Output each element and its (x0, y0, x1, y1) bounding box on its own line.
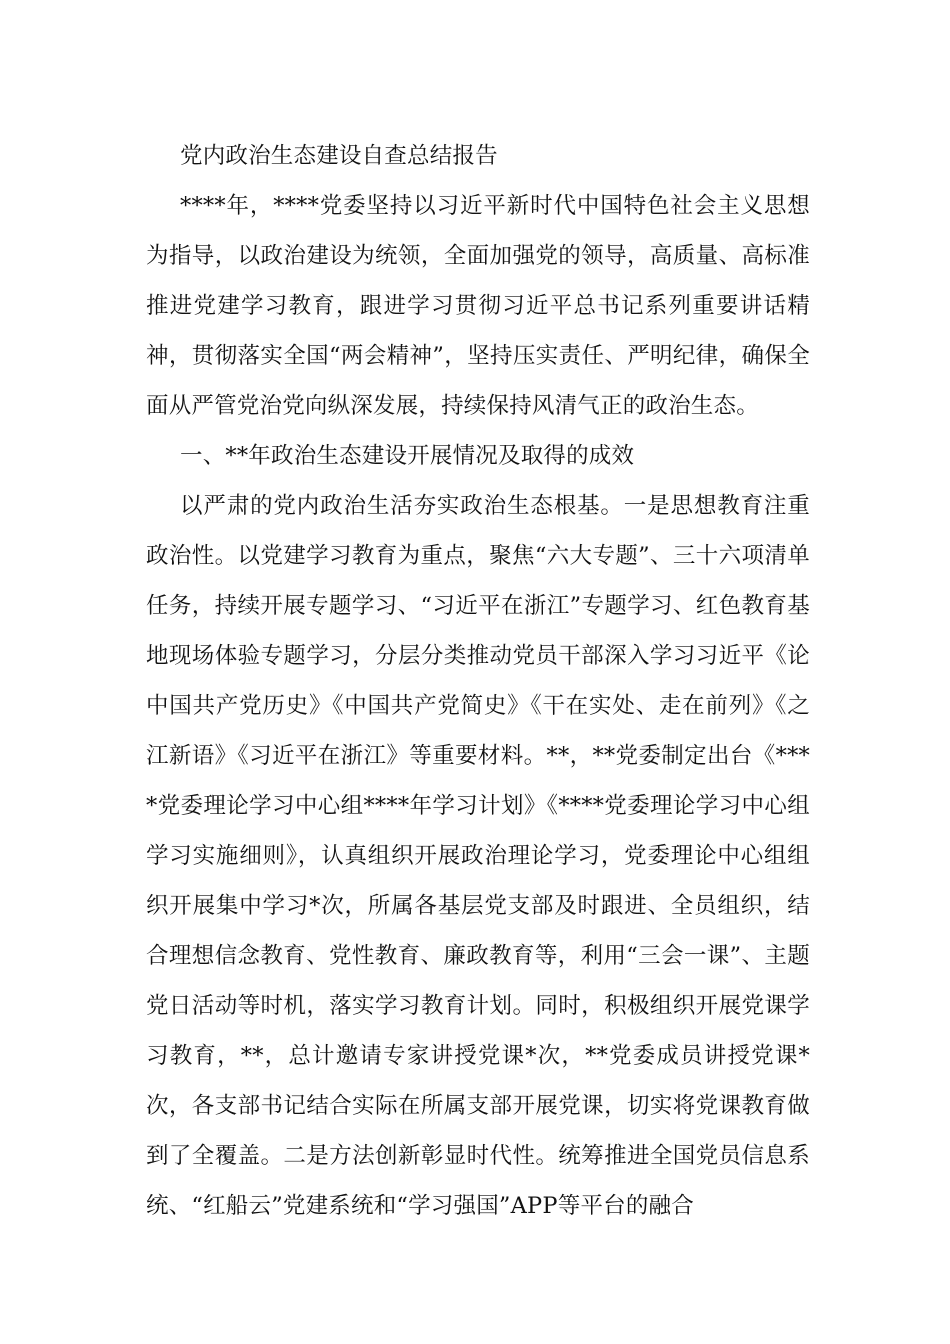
section-paragraph: 以严肃的党内政治生活夯实政治生态根基。一是思想教育注重政治性。以党建学习教育为重点，聚焦“六大专题”、三十六项清单任务，持续开展专题学习、“习近平在浙江”专题学习、红色教育基地现场体验专题学习，分层分类推动党员干部深入学习习近平《论中国共产党历史》《中国共产党简史》《干在实处、走在前列》《之江新语》《习近平在浙江》等重要材料。**，**党委制定出台《****党委理论学习中心组****年学习计划》《****党委理论学习中心组学习实施细则》，认真组织开展政治理论学习，党委理论中心组组织开展集中学习*次，所属各基层党支部及时跟进、全员组织，结合理想信念教育、党性教育、廉政教育等，利用“三会一课”、主题党日活动等时机，落实学习教育计划。同时，积极组织开展党课学习教育，**，总计邀请专家讲授党课*次，**党委成员讲授党课*次，各支部书记结合实际在所属支部开展党课，切实将党课教育做到了全覆盖。二是方法创新彰显时代性。统筹推进全国党员信息系统、“红船云”党建系统和“学习强国”APP等平台的融合 (146, 493, 810, 1219)
document-title: 党内政治生态建设自查总结报告 (180, 143, 498, 169)
section-heading: 一、**年政治生态建设开展情况及取得的成效 (180, 443, 635, 469)
document-body (146, 131, 810, 1231)
intro-paragraph: ****年，****党委坚持以习近平新时代中国特色社会主义思想为指导，以政治建设为统领，全面加强党的领导，高质量、高标准推进党建学习教育，跟进学习贯彻习近平总书记系列重要讲话精神，贯彻落实全国“两会精神”，坚持压实责任、严明纪律，确保全面从严管党治党向纵深发展，持续保持风清气正的政治生态。 (146, 193, 810, 419)
